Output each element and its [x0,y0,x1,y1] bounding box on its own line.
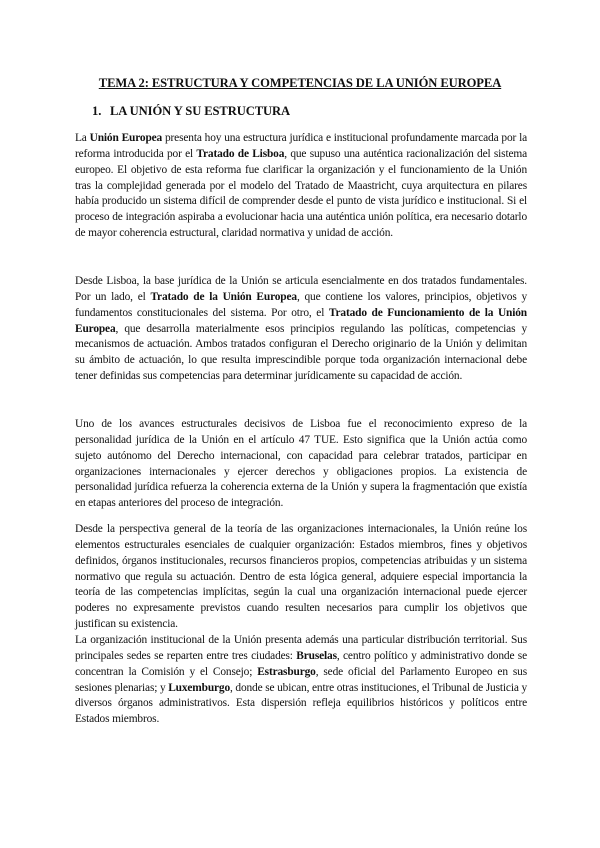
bold-term: Tratado de Lisboa [196,147,285,160]
section-heading [92,104,290,119]
text-run: La [75,132,90,144]
paragraph [75,633,527,728]
bold-term: Estrasburgo [257,665,316,678]
bold-term: Luxemburgo [168,681,231,694]
paragraph [75,417,527,512]
bold-term: Bruselas [296,649,337,662]
text-run: Uno de los avances estructurales decisivos de Lisboa fue el reconocimiento expreso de la personalidad jurídica de la Unión en el artículo 47 TUE. Esto significa que la Unión actúa como sujeto autónomo del Derecho internacional, con capacidad para celebrar tratados, participar en organizaciones internacionales y ejercer derechos y obligaciones propios. La existencia de personalidad jurídica refuerza la coherencia externa de la Unión y supera la fragmentación que existía en etapas anteriores del proceso de integración. [75,418,527,510]
bold-term: Unión Europea [89,132,163,144]
paragraph [75,274,527,385]
document-title: TEMA 2: ESTRUCTURA Y COMPETENCIAS DE LA UNIÓN EUROPEA [98,76,502,90]
text-run: , que contiene los valores, principios, objetivos y fundamentos constitucionales del sistema. Por otro, el [75,290,527,319]
section-number: 1. [92,104,102,118]
bold-term: Tratado de la Unión Europea [150,290,297,303]
text-run: , donde se ubican, entre otras instituciones, el Tribunal de Justicia y diversos órganos administrativos. Esta dispersión refleja equilibrios históricos y políticos entre Estados miembros. [75,681,527,726]
paragraph [75,131,527,242]
text-run: , que desarrolla materialmente esos principios regulando las políticas, competencias y mecanismos de actuación. Ambos tratados configuran el Derecho originario de la Unión y delimitan su ámbito de actuación, lo que resulta imprescindible porque toda organización internacional debe tener definidas sus competencias para determinar jurídicamente su capacidad de acción. [75,322,527,383]
text-run: , que supuso una auténtica racionalización del sistema europeo. El objetivo de esta reforma fue clarificar la organización y el funcionamiento de la Unión tras la complejidad generada por el modelo del Tratado de Maastricht, cuya arquitectura en pilares había producido un sistema difícil de comprender desde el punto de vista jurídico e institucional. Si el proceso de integración aspiraba a evolucionar hacia una auténtica unión política, era necesario dotarlo de mayor coherencia estructural, claridad normativa y unidad de acción. [75,147,527,240]
text-run: presenta hoy una estructura jurídica e institucional profundamente marcada por la reforma introducida por el [75,132,527,160]
bold-term: Tratado de Funcionamiento de la Unión Europea [75,306,527,335]
text-run: , sede oficial del Parlamento Europeo en sus sesiones plenarias; y [75,665,527,694]
paragraph [75,522,527,633]
text-run: La organización institucional de la Unión presenta además una particular distribución territorial. Sus principales sedes se reparten entre tres ciudades: [75,634,527,662]
text-run: Desde Lisboa, la base jurídica de la Unión se articula esencialmente en dos tratados fundamentales. Por un lado, el [75,275,527,303]
section-title: LA UNIÓN Y SU ESTRUCTURA [110,104,291,118]
text-run: , centro político y administrativo donde se concentran la Comisión y el Consejo; [75,649,527,678]
text-run: Desde la perspectiva general de la teoría de las organizaciones internacionales, la Unión reúne los elementos estructurales esenciales de cualquier organización: Estados miembros, fines y objetivos definidos, órganos institucionales, recursos financieros propios, competencias atribuidas y un sistema normativo que regula su actuación. Dentro de esta lógica general, adquiere especial importancia la teoría de las competencias implícitas, según la cual una organización internacional puede ejercer poderes no expresamente previstos cuando resulten necesarios para cumplir los objetivos que justifican su existencia. [75,523,527,631]
